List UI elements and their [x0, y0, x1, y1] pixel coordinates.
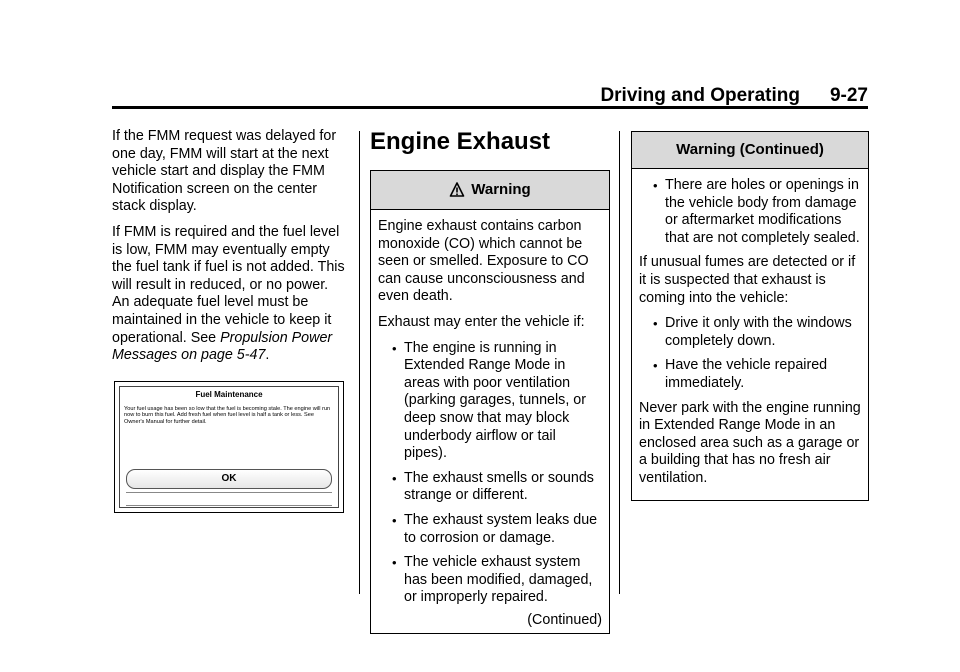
page-number: 9-27 [829, 85, 868, 106]
fuel-maintenance-message: Your fuel usage has been so low that the fuel is becoming stale. The engine will run now to burn this fuel. Add fresh fuel when fuel level is half a tank or less. See Owner's Manual for further detail. [124, 405, 331, 425]
header-rule [112, 106, 868, 109]
openings-bullet-list [639, 177, 861, 247]
never-park-paragraph: Never park with the engine running in Extended Range Mode in an enclosed area such as a garage or a building that has no fresh air ventilation. [639, 399, 861, 486]
column-1 [112, 128, 348, 513]
warning-body [371, 210, 609, 633]
list-item: • There are holes or openings in the vehicle body from damage or aftermarket modifications that are not completely sealed. [657, 177, 861, 247]
exhaust-bullet-list [378, 340, 602, 607]
list-item: • The exhaust smells or sounds strange or different. [396, 470, 602, 505]
continued-label: (Continued) [527, 611, 602, 628]
fuel-maintenance-title: Fuel Maintenance [195, 389, 263, 399]
propulsion-power-link[interactable]: Propulsion Power Messages on page 5-47 [112, 329, 333, 364]
column-divider-left [359, 131, 360, 594]
warning-continued-box [631, 131, 869, 501]
list-item: • Drive it only with the windows completely down. [657, 315, 861, 350]
fuel-maintenance-screen-figure [114, 381, 344, 513]
fmm-fuel-text: If FMM is required and the fuel level is low, FMM may eventually empty the fuel tank if fuel is not added. This will result in reduced, or no power. An adequate fuel level must be maintained in the vehicle to keep it operational. See [112, 223, 345, 346]
page-header [112, 81, 868, 107]
display-bottom-bar [126, 492, 332, 506]
warning-header [371, 171, 609, 210]
column-2 [370, 128, 610, 634]
unusual-fumes-paragraph: If unusual fumes are detected or if it is suspected that exhaust is coming into the vehicle: [639, 254, 856, 306]
actions-bullet-list [639, 315, 861, 392]
list-item: • The vehicle exhaust system has been modified, damaged, or improperly repaired. [396, 554, 602, 607]
fmm-fuel-end: . [265, 347, 270, 364]
list-item: • The engine is running in Extended Range Mode in areas with poor ventilation (parking garages, tunnels, or deep snow that may block underbody airflow or tail pipes). [396, 340, 602, 463]
warning-label: Warning [471, 181, 531, 199]
fmm-fuel-paragraph [112, 224, 348, 365]
ok-button: OK [126, 469, 332, 489]
warning-continued-body [632, 169, 868, 500]
list-item: • Have the vehicle repaired immediately. [657, 357, 861, 392]
warning-icon [449, 182, 465, 198]
list-item: • The exhaust system leaks due to corrosion or damage. [396, 512, 602, 547]
section-title: Driving and Operating [600, 85, 800, 106]
column-divider-right [619, 131, 620, 594]
co-paragraph: Engine exhaust contains carbon monoxide (CO) which cannot be seen or smelled. Exposure to CO can cause unconsciousness and even death. [378, 218, 589, 305]
column-3 [631, 131, 869, 501]
warning-continued-header: Warning (Continued) [632, 132, 868, 169]
engine-exhaust-heading: Engine Exhaust [370, 128, 551, 155]
warning-box [370, 170, 610, 634]
display-frame [119, 386, 339, 508]
fmm-delay-paragraph: If the FMM request was delayed for one day, FMM will start at the next vehicle start and display the FMM Notification screen on the center stack display. [112, 128, 337, 215]
exhaust-enter-paragraph: Exhaust may enter the vehicle if: [378, 313, 585, 330]
